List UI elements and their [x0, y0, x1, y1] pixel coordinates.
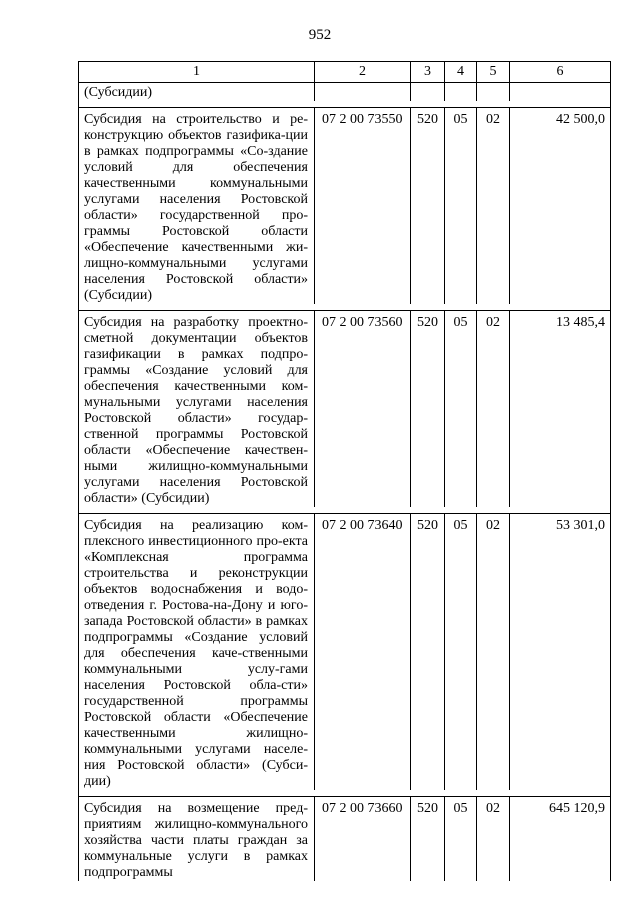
budget-table: [78, 61, 611, 881]
row-col-5: 02: [477, 108, 510, 305]
row-col-5: 02: [477, 797, 510, 882]
header-col-4: 4: [445, 62, 477, 83]
row-col-3: 520: [411, 797, 445, 882]
table-row: [79, 311, 611, 508]
row-col-4: 05: [445, 797, 477, 882]
row-name: Субсидия на строительство и ре-конструкцию объектов газифика-ции в рамках подпрограммы «Со-здание условий для обеспечения качественными коммунальными услугами населения Ростовской области» государственной про-граммы Ростовской области «Обеспечение качественными жи-лищно-коммунальными услугами населения Ростовской области» (Субсидии): [79, 108, 315, 305]
continuation-row: [79, 83, 611, 102]
row-code: 07 2 00 73660: [315, 797, 411, 882]
table-header: [79, 62, 611, 83]
row-col-4: 05: [445, 311, 477, 508]
table-row: [79, 514, 611, 791]
row-amount: 53 301,0: [510, 514, 611, 791]
continuation-text: (Субсидии): [79, 83, 315, 102]
header-col-6: 6: [510, 62, 611, 83]
row-name: Субсидия на возмещение пред-приятиям жилищно-коммунального хозяйства части платы граждан за коммунальные услуги в рамках подпрограммы: [79, 797, 315, 882]
row-code: 07 2 00 73640: [315, 514, 411, 791]
row-col-5: 02: [477, 311, 510, 508]
row-col-4: 05: [445, 514, 477, 791]
header-col-2: 2: [315, 62, 411, 83]
table-row: [79, 797, 611, 882]
header-col-1: 1: [79, 62, 315, 83]
header-col-5: 5: [477, 62, 510, 83]
row-col-5: 02: [477, 514, 510, 791]
row-code: 07 2 00 73560: [315, 311, 411, 508]
table-row: [79, 108, 611, 305]
page-number: 952: [308, 27, 332, 43]
row-amount: 13 485,4: [510, 311, 611, 508]
row-col-3: 520: [411, 311, 445, 508]
row-amount: 42 500,0: [510, 108, 611, 305]
row-name: Субсидия на реализацию ком-плексного инвестиционного про-екта «Комплексная программа строительства и реконструкции объектов водоснабжения и водо-отведения г. Ростова-на-Дону и юго-запада Ростовской области» в рамках подпрограммы «Создание условий для обеспечения каче-ственными коммунальными услу-гами населения Ростовской обла-сти» государственной программы Ростовской области «Обеспечение качественными жилищно-коммунальными услугами населе-ния Ростовской области» (Субси-дии): [79, 514, 315, 791]
row-name: Субсидия на разработку проектно-сметной документации объектов газификации в рамках подпро-граммы «Создание условий для обеспечения качественными ком-мунальными услугами населения Ростовской области» государ-ственной программы Ростовской области «Обеспечение качествен-ными жилищно-коммунальными услугами населения Ростовской области» (Субсидии): [79, 311, 315, 508]
row-col-4: 05: [445, 108, 477, 305]
row-col-3: 520: [411, 108, 445, 305]
row-col-3: 520: [411, 514, 445, 791]
header-col-3: 3: [411, 62, 445, 83]
row-amount: 645 120,9: [510, 797, 611, 882]
row-code: 07 2 00 73550: [315, 108, 411, 305]
